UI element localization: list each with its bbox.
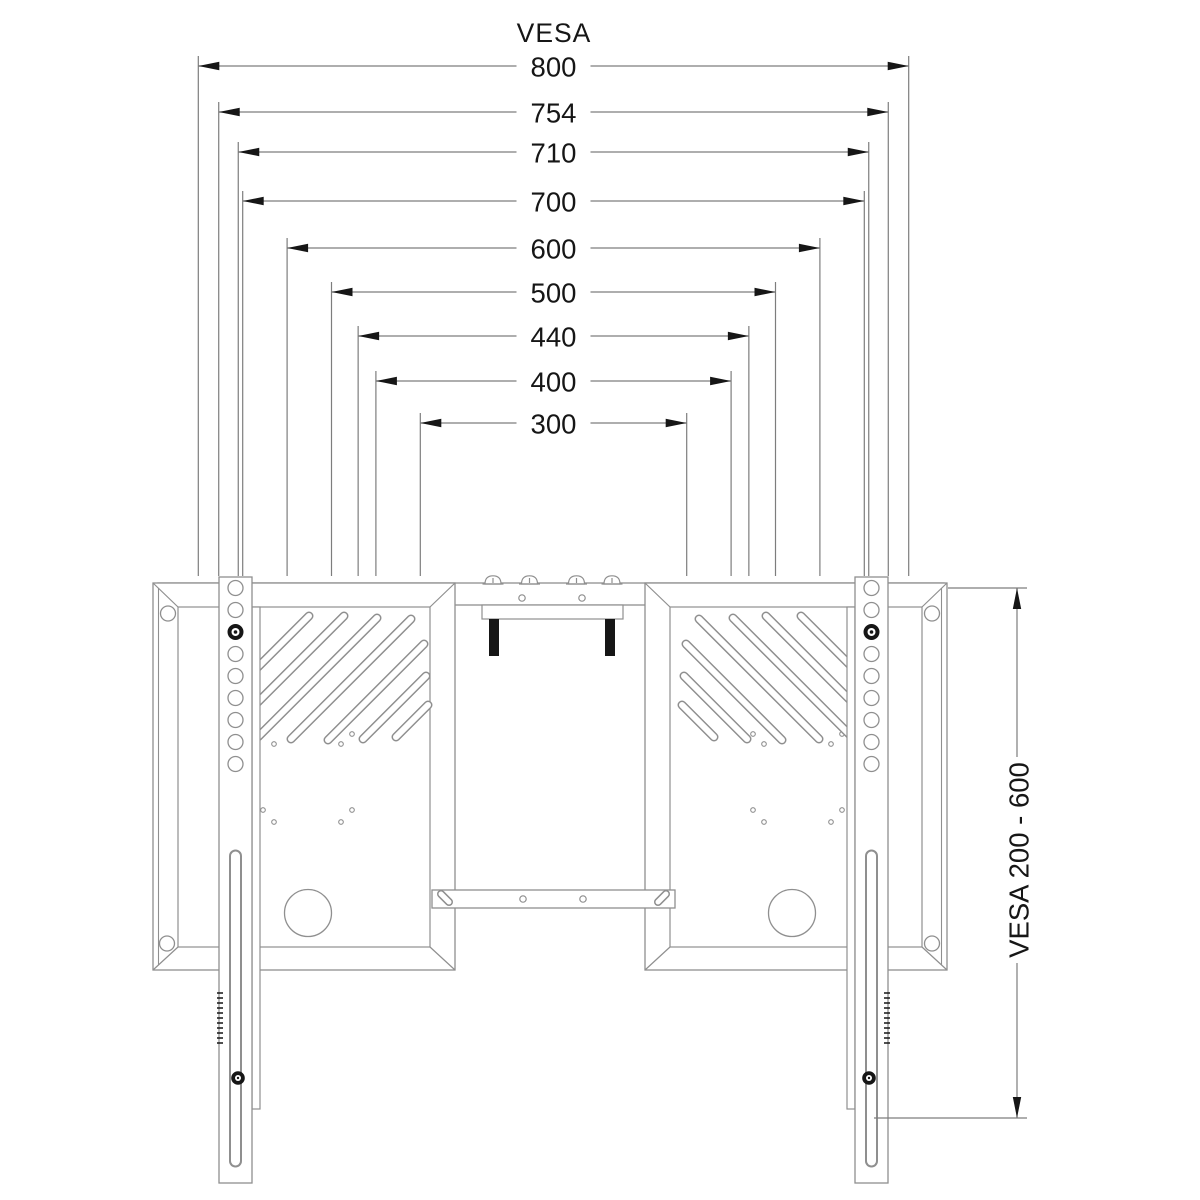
- bar-hole: [579, 595, 585, 601]
- small-drill-hole: [762, 820, 767, 825]
- crossbar-hole: [580, 896, 586, 902]
- drawing-title: VESA: [516, 18, 592, 48]
- small-drill-hole: [261, 808, 266, 813]
- rail-mounting-hole: [864, 691, 879, 706]
- bottom-crossbar: [432, 890, 675, 908]
- rail-bolt-center: [870, 630, 874, 634]
- dimension-label-600: 600: [530, 233, 577, 265]
- rail-mounting-hole: [864, 713, 879, 728]
- small-drill-hole: [751, 808, 756, 813]
- bar-hole: [519, 595, 525, 601]
- rail-mounting-hole: [228, 757, 243, 772]
- small-drill-hole: [272, 820, 277, 825]
- bracket-plate: [482, 605, 623, 619]
- rail-mounting-hole: [864, 757, 879, 772]
- plate-corner-hole-top: [925, 606, 940, 621]
- dimension-label-710: 710: [530, 137, 577, 169]
- rail-mounting-hole: [228, 603, 243, 618]
- rail-back-strip-left: [252, 607, 260, 1109]
- locking-screw-dot: [237, 1077, 239, 1079]
- bracket-pin-right: [605, 619, 615, 656]
- small-drill-hole: [339, 820, 344, 825]
- small-drill-hole: [350, 808, 355, 813]
- rail-back-strip-right: [847, 607, 855, 1109]
- rail-mounting-hole: [864, 581, 879, 596]
- rail-mounting-hole: [864, 669, 879, 684]
- rail-mounting-hole: [864, 735, 879, 750]
- locking-screw-dot: [868, 1077, 870, 1079]
- small-drill-hole: [829, 820, 834, 825]
- dimension-label-800: 800: [530, 51, 577, 83]
- small-drill-hole: [339, 742, 344, 747]
- plate-corner-hole-top: [161, 606, 176, 621]
- rail-mounting-hole: [864, 647, 879, 662]
- dimension-label-500: 500: [530, 277, 577, 309]
- rail-bolt-center: [234, 630, 238, 634]
- plate-corner-hole-bottom: [925, 936, 940, 951]
- rail-mounting-hole: [228, 581, 243, 596]
- small-drill-hole: [829, 742, 834, 747]
- dimension-label-300: 300: [530, 408, 577, 440]
- small-drill-hole: [751, 732, 756, 737]
- dimension-label-700: 700: [530, 186, 577, 218]
- plate-corner-hole-bottom: [160, 936, 175, 951]
- cable-hole: [769, 890, 816, 937]
- small-drill-hole: [840, 808, 845, 813]
- rail-mounting-hole: [228, 691, 243, 706]
- rail-mounting-hole: [228, 713, 243, 728]
- vertical-dimension-label: VESA 200 - 600: [1003, 762, 1035, 958]
- vesa-rail-right: [855, 577, 890, 1183]
- dimension-label-754: 754: [530, 97, 577, 129]
- small-drill-hole: [272, 742, 277, 747]
- rail-mounting-hole: [228, 735, 243, 750]
- bracket-pin-left: [489, 619, 499, 656]
- rail-mounting-hole: [228, 669, 243, 684]
- dimension-label-440: 440: [530, 321, 577, 353]
- rail-mounting-hole: [228, 647, 243, 662]
- vesa-rail-left: [217, 577, 252, 1183]
- cable-hole: [285, 890, 332, 937]
- rail-mounting-hole: [864, 603, 879, 618]
- adapter-plate-right: [645, 583, 947, 970]
- small-drill-hole: [350, 732, 355, 737]
- adapter-plate-left: [153, 583, 455, 970]
- dimension-label-400: 400: [530, 366, 577, 398]
- crossbar-hole: [520, 896, 526, 902]
- small-drill-hole: [762, 742, 767, 747]
- crossbar-body: [432, 890, 675, 908]
